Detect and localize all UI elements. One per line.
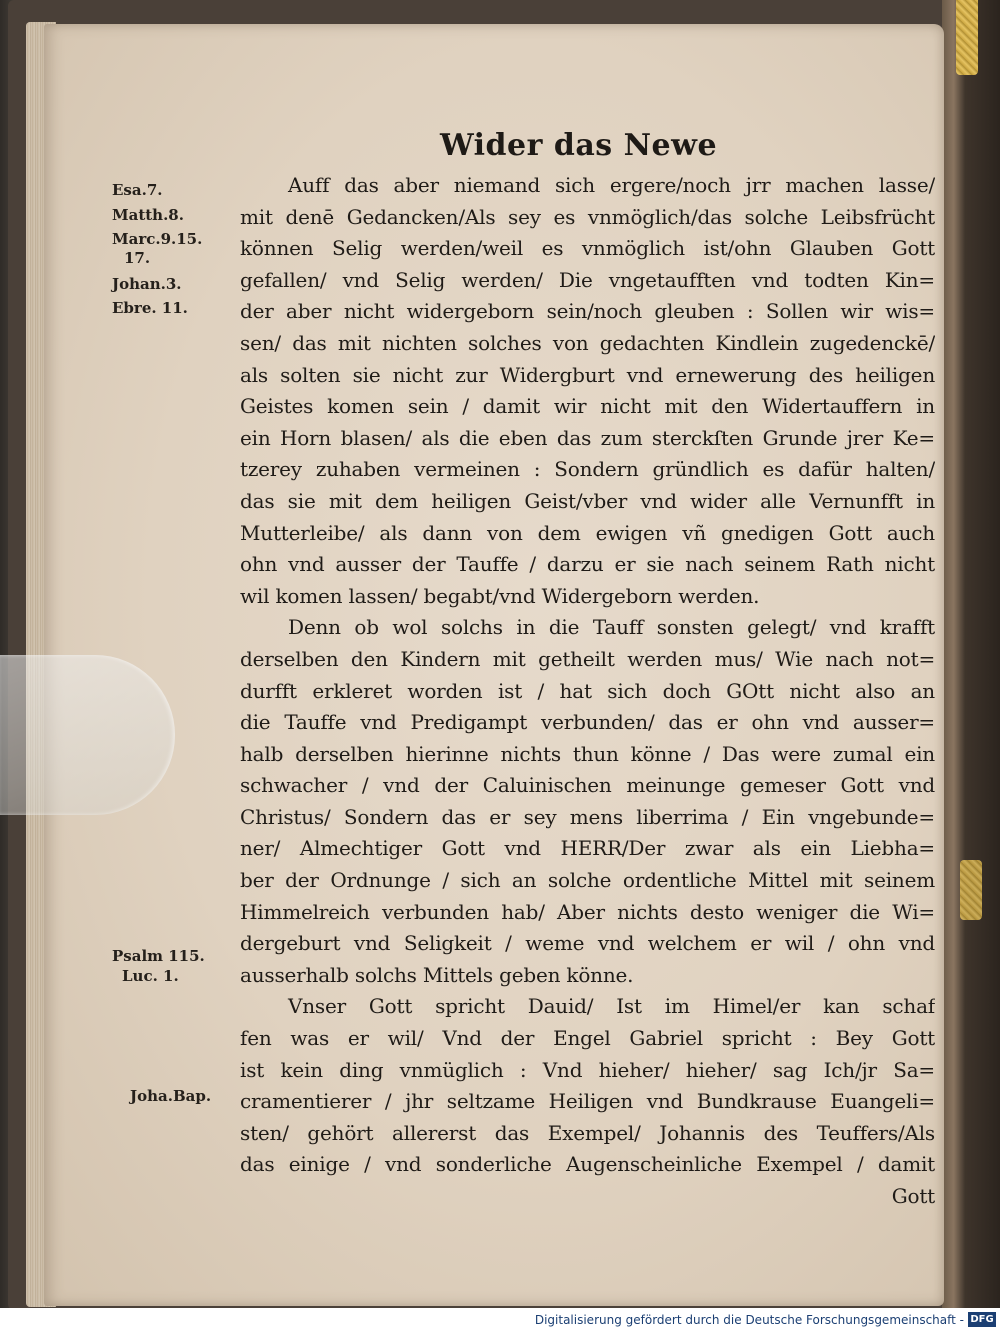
margin-note: Matth.8. xyxy=(112,206,184,224)
page-weight-clip xyxy=(0,655,175,815)
text-line: mit denē Gedancken/Als sey es vnmöglich/das solche Leibsfrücht xyxy=(240,204,935,229)
book-binding xyxy=(942,0,1000,1310)
margin-note: Psalm 115. xyxy=(112,947,205,965)
text-line: Mutterleibe/ als dann von dem ewigen vñ gnedigen Gott auch xyxy=(240,520,935,545)
footer-bar xyxy=(0,1308,1000,1330)
text-line: tzerey zuhaben vermeinen : Sondern gründlich es dafür halten/ xyxy=(240,457,935,482)
text-line: Christus/ Sondern das er sey mens liberrima / Ein vngebunde= xyxy=(240,804,935,829)
text-line: halb derselben hierinne nichts thun könne / Das were zumal ein xyxy=(240,741,935,766)
text-line: sten/ gehört allererst das Exempel/ Johannis des Teuffers/Als xyxy=(240,1120,935,1145)
text-line: schwacher / vnd der Caluinischen meinunge gemeser Gott vnd xyxy=(240,773,935,798)
margin-note: 17. xyxy=(124,249,151,267)
text-line: fen was er wil/ Vnd der Engel Gabriel spricht : Bey Gott xyxy=(240,1026,935,1051)
text-line: die Tauffe vnd Predigampt verbunden/ das er ohn vnd ausser= xyxy=(240,710,935,735)
text-line: ist kein ding vnmüglich : Vnd hieher/ hieher/ sag Ich/jr Sa= xyxy=(240,1057,935,1082)
funding-credit: Digitalisierung gefördert durch die Deutsche Forschungsgemeinschaft - xyxy=(534,1313,964,1327)
text-line: ber der Ordnunge / sich an solche ordentliche Mittel mit seinem xyxy=(240,868,935,893)
margin-note: Ebre. 11. xyxy=(112,299,188,317)
margin-note: Johan.3. xyxy=(112,275,182,293)
margin-note: Esa.7. xyxy=(112,181,163,199)
margin-note: Joha.Bap. xyxy=(130,1087,212,1105)
bookmark-ribbon xyxy=(956,0,978,75)
text-line: cramentierer / jhr seltzame Heiligen vnd Bundkrause Euangeli= xyxy=(240,1089,935,1114)
text-line: gefallen/ vnd Selig werden/ Die vngetaufften vnd todten Kin= xyxy=(240,267,935,292)
text-line: ausserhalb solchs Mittels geben könne. xyxy=(240,962,634,987)
text-line: als solten sie nicht zur Widergburt vnd ernewerung des heiligen xyxy=(240,362,935,387)
margin-note: Luc. 1. xyxy=(122,967,179,985)
text-line: ner/ Almechtiger Gott vnd HERR/Der zwar als ein Liebha= xyxy=(240,836,935,861)
text-line: wil komen lassen/ begabt/vnd Widergeborn werden. xyxy=(240,583,760,608)
text-line: durfft erkleret worden ist / hat sich doch GOtt nicht also an xyxy=(240,678,935,703)
text-line: das sie mit dem heiligen Geist/vber vnd wider alle Vernunfft in xyxy=(240,488,935,513)
text-line: ohn vnd ausser der Tauffe / darzu er sie nach seinem Rath nicht xyxy=(240,552,935,577)
dfg-logo: DFG xyxy=(968,1312,996,1327)
bookmark-ribbon-lower xyxy=(960,860,982,920)
text-line: das einige / vnd sonderliche Augenscheinliche Exempel / damit xyxy=(240,1152,935,1177)
page-body-text xyxy=(240,170,935,1213)
text-line: sen/ das mit nichten solches von gedachten Kindlein zugedenckē/ xyxy=(240,330,935,355)
text-line: der aber nicht widergeborn sein/noch gleuben : Sollen wir wis= xyxy=(240,299,935,324)
text-line: Geistes komen sein / damit wir nicht mit den Widertauffern in xyxy=(240,394,935,419)
text-line: ein Horn blasen/ als die eben das zum sterckſten Grunde jrer Ke= xyxy=(240,425,935,450)
catchword: Gott xyxy=(891,1184,935,1208)
page-heading: Wider das Newe xyxy=(440,128,718,163)
text-line: dergeburt vnd Seligkeit / weme vnd welchem er wil / ohn vnd xyxy=(240,931,935,956)
text-line: derselben den Kindern mit getheilt werden mus/ Wie nach not= xyxy=(240,646,935,671)
text-line: können Selig werden/weil es vnmöglich ist/ohn Glauben Gott xyxy=(240,236,935,261)
text-line: Denn ob wol solchs in die Tauff sonsten gelegt/ vnd krafft xyxy=(288,615,935,640)
text-line: Auff das aber niemand sich ergere/noch jrr machen lasse/ xyxy=(288,173,935,197)
text-line: Himmelreich verbunden hab/ Aber nichts desto weniger die Wi= xyxy=(240,899,935,924)
text-line: Vnser Gott spricht Dauid/ Ist im Himel/er kan schaf xyxy=(288,994,935,1019)
margin-note: Marc.9.15. xyxy=(112,230,203,248)
